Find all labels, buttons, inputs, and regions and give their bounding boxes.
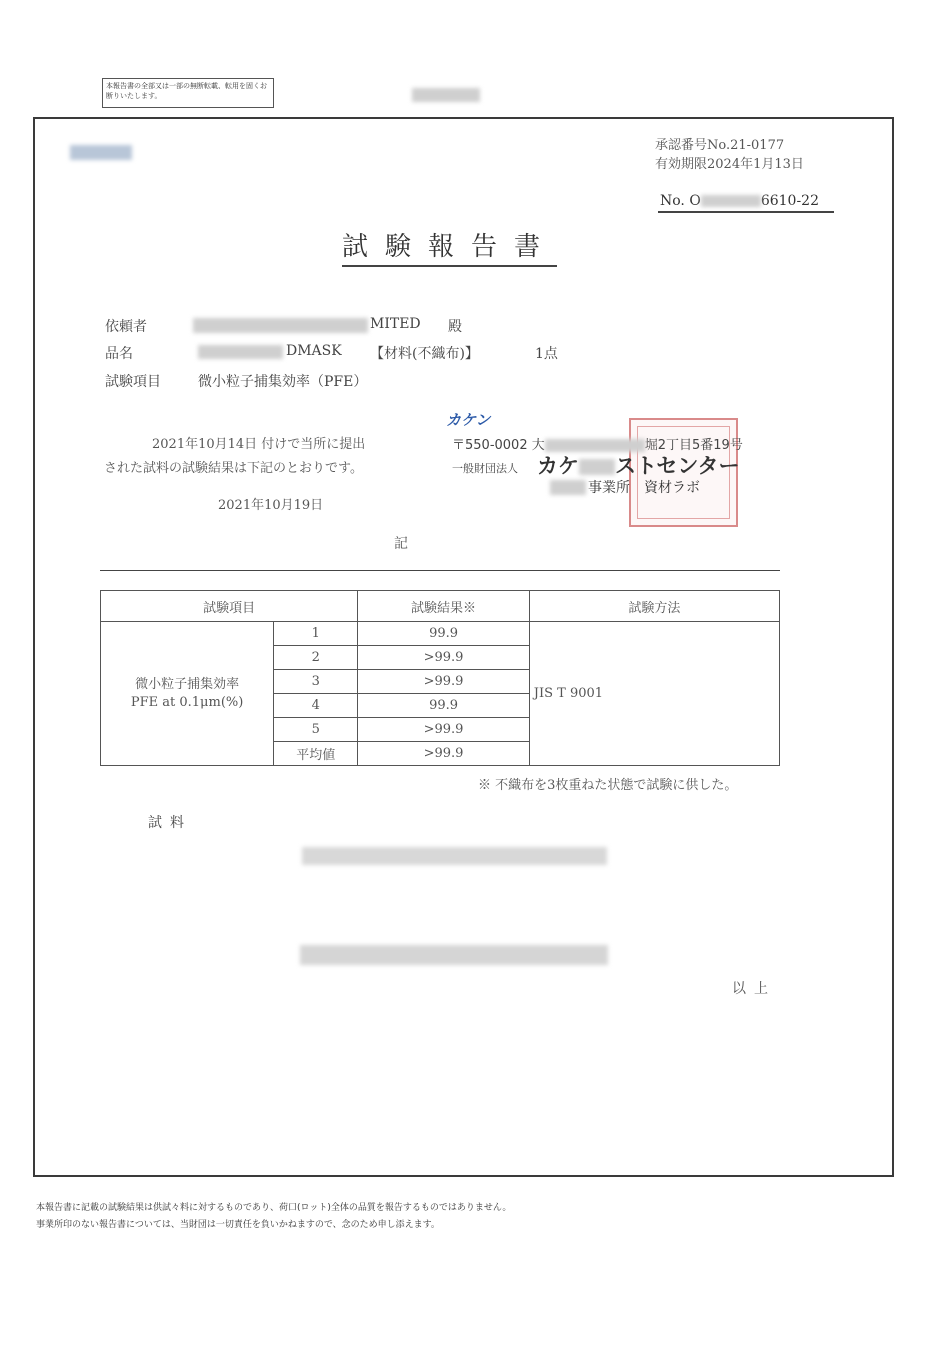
row-result: >99.9 — [358, 742, 529, 766]
row-result: >99.9 — [358, 646, 529, 670]
document-number — [658, 193, 834, 213]
test-item-value: 微小粒子捕集効率（PFE） — [198, 374, 368, 390]
page-title: 試験報告書 — [342, 226, 557, 267]
header-test-result: 試験結果※ — [358, 591, 529, 622]
doc-no-prefix: No. O — [660, 193, 701, 209]
redacted-doc-no — [701, 195, 761, 207]
product-label: 品名 — [105, 346, 133, 362]
row-number: 3 — [274, 670, 358, 694]
intro-line-2: された試料の試験結果は下記のとおりです。 — [104, 461, 363, 476]
lab-org-name-b: ストセンター — [615, 454, 740, 478]
client-value: MITED — [370, 316, 421, 332]
product-value: DMASK — [286, 343, 342, 359]
doc-no-suffix: 6610-22 — [760, 193, 819, 209]
client-label: 依頼者 — [105, 319, 147, 335]
row-number: 1 — [274, 622, 358, 646]
lab-org-name — [537, 450, 740, 480]
lab-org-name-a: カケ — [537, 454, 579, 478]
table-footnote: ※ 不織布を3枚重ねた状態で試験に供した。 — [478, 778, 738, 793]
row-number: 4 — [274, 694, 358, 718]
table-row — [101, 622, 780, 646]
approval-number: 承認番号No.21-0177 — [655, 138, 785, 153]
valid-until: 有効期限2024年1月13日 — [655, 157, 804, 172]
end-mark: 以上 — [732, 981, 776, 997]
copyright-notice: 本報告書の全部又は一部の無断転載、転用を固くお断りいたします。 — [102, 78, 274, 108]
redacted-sample-1 — [302, 847, 607, 865]
lab-postal: 〒550-0002 大 — [452, 438, 545, 453]
table-header-row — [101, 591, 780, 622]
redacted-logo — [70, 145, 132, 160]
lab-org-prefix: 一般財団法人 — [452, 462, 518, 475]
lab-office: 事業所 資材ラボ — [588, 480, 700, 496]
row-result: 99.9 — [358, 622, 529, 646]
divider — [100, 570, 780, 571]
redacted-stamp — [412, 88, 480, 102]
row-number: 5 — [274, 718, 358, 742]
row-number: 2 — [274, 646, 358, 670]
product-material: 【材料(不織布)】 — [370, 346, 479, 362]
redacted-sample-2 — [300, 945, 608, 965]
ki-mark: 記 — [394, 536, 408, 552]
sample-label: 試料 — [148, 815, 192, 831]
item-name: 微小粒子捕集効率 — [135, 676, 240, 692]
redacted-product — [198, 345, 283, 359]
results-table — [100, 590, 780, 766]
redacted-office — [550, 480, 586, 495]
lab-logo: カケン — [446, 411, 491, 429]
footer-disclaimer-1: 本報告書に記載の試験結果は供試々料に対するものであり、荷口(ロット)全体の品質を報告するものではありません。 — [36, 1203, 512, 1213]
test-item-label: 試験項目 — [105, 374, 161, 390]
lab-address-tail: 堀2丁目5番19号 — [644, 438, 743, 453]
item-condition: PFE at 0.1μm(%) — [130, 694, 244, 710]
header-test-method: 試験方法 — [529, 591, 779, 622]
intro-line-1: 2021年10月14日 付けで当所に提出 — [152, 437, 366, 452]
redacted-org — [579, 459, 615, 475]
header-test-item: 試験項目 — [101, 591, 358, 622]
method-cell: JIS T 9001 — [529, 622, 779, 766]
redacted-client — [193, 318, 368, 333]
report-date: 2021年10月19日 — [218, 498, 324, 513]
approval-block — [655, 136, 804, 174]
product-quantity: 1点 — [535, 346, 558, 362]
row-result: 99.9 — [358, 694, 529, 718]
row-number: 平均値 — [274, 742, 358, 766]
footer-disclaimer-2: 事業所印のない報告書については、当財団は一切責任を負いかねますので、念のため申し添えます。 — [36, 1220, 440, 1230]
item-cell — [101, 622, 274, 766]
client-honorific: 殿 — [448, 319, 462, 335]
row-result: >99.9 — [358, 718, 529, 742]
row-result: >99.9 — [358, 670, 529, 694]
